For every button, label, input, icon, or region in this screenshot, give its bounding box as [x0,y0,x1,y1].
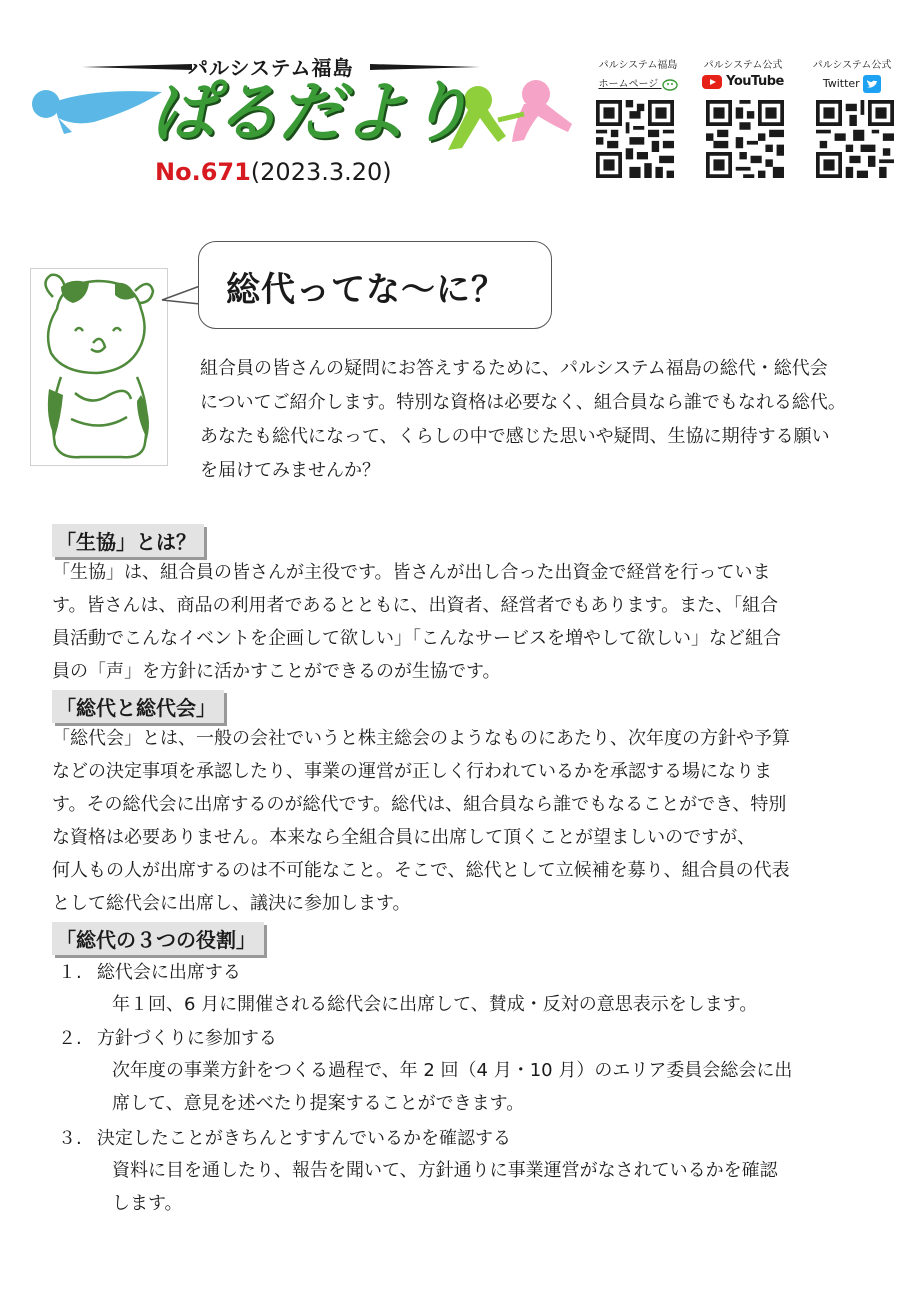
blue-mascot-icon [24,80,164,140]
body-line: な資格は必要ありません。本来なら全組合員に出席して頂くことが望ましいのですが、 [52,827,756,848]
org-name: パルシステム福島 [188,56,354,80]
issue-date: (2023.3.20) [250,158,392,186]
role-desc-line: 次年度の事業方針をつくる過程で、年 2 回（4 月・10 月）のエリア委員会総会に出 [112,1060,793,1081]
intro-paragraph [200,352,890,488]
role-desc-3 [112,1154,842,1220]
intro-line: あなたも総代になって、くらしの中で感じた思いや疑問、生協に期待する願い [200,426,830,447]
issue-line [155,158,392,186]
qr-youtube[interactable] [700,56,786,89]
role-desc-line: 年１回、6 月に開催される総代会に出席して、賛成・反対の意思表示をします。 [112,994,758,1015]
qr-label-line2: YouTube [700,74,786,89]
qr-label-line1: パルシステム公式 [703,60,783,71]
body-line: 「総代会」とは、一般の会社でいうと株主総会のようなものにあたり、次年度の方針や予算 [52,728,790,749]
role-number: ３. [58,1128,82,1149]
qr-code-youtube[interactable] [706,100,784,178]
cow-face-icon [662,77,678,91]
intro-line: を届けてみませんか？ [200,460,380,481]
body-line: 員の「声」を方針に活かすことができるのが生協です。 [52,661,501,682]
body-line: す。皆さんは、商品の利用者であるとともに、出資者、経営者でもあります。また、「組合 [52,595,779,616]
role-desc-line: 席して、意見を述べたり提案することができます。 [112,1093,525,1114]
role-title: 決定したことがきちんとすすんでいるかを確認する [96,1128,512,1149]
role-title: 総代会に出席する [96,962,241,983]
intro-line: 組合員の皆さんの疑問にお答えするために、パルシステム福島の総代・総代会 [200,358,828,379]
qr-homepage[interactable] [590,56,686,91]
rule-left [82,64,192,70]
body-line: す。その総代会に出席するのが総代です。総代は、組合員なら誰でもなることができ、特別 [52,794,787,815]
twitter-bird-icon [863,75,881,93]
role-desc-2 [112,1054,842,1120]
qr-label-line2: Twitter [806,75,898,93]
issue-number: No.671 [155,158,251,186]
qr-code-homepage[interactable] [596,100,674,178]
section-heading-coop: 「生協」とは？ [52,524,204,557]
body-line: 「生協」は、組合員の皆さんが主役です。皆さんが出し合った出資金で経営を行っていま [52,562,771,583]
speech-bubble-text: 総代ってな～に？ [226,270,506,310]
rule-right [370,64,480,70]
role-desc-line: します。 [112,1193,183,1214]
role-item-3 [58,1124,511,1150]
role-desc-line: 資料に目を通したり、報告を聞いて、方針通りに事業運営がなされているかを確認 [112,1160,778,1181]
qr-code-twitter[interactable] [816,100,894,178]
role-item-2 [58,1024,277,1050]
role-item-1 [58,958,241,984]
body-line: などの決定事項を承認したり、事業の運営が正しく行われているかを承認する場になりま [52,761,772,782]
role-desc-1 [112,988,842,1021]
role-number: １. [58,962,82,983]
qr-twitter[interactable] [806,56,898,93]
body-line: として総代会に出席し、議決に参加します。 [52,893,411,914]
qr-label-line2: ホームページ [590,75,686,91]
youtube-icon [702,75,722,89]
speech-bubble-tail [160,284,202,308]
section-body-delegates [52,722,842,920]
cow-mascot-icon [31,269,167,465]
qr-label-line1: パルシステム公式 [812,60,892,71]
body-line: 何人もの人が出席するのは不可能なこと。そこで、総代として立候補を募り、組合員の代表 [52,860,790,881]
section-heading-roles: 「総代の３つの役割」 [52,922,264,955]
section-heading-delegates: 「総代と総代会」 [52,690,224,723]
intro-line: についてご紹介します。特別な資格は必要なく、組合員なら誰でもなれる総代。 [200,392,846,413]
cow-mascot-frame [30,268,168,466]
section-body-coop [52,556,842,688]
body-line: 員活動でこんなイベントを企画して欲しい」「こんなサービスを増やして欲しい」など組合 [52,628,781,649]
newsletter-logo: ぱるだより [150,74,470,151]
role-title: 方針づくりに参加する [96,1028,277,1049]
role-number: ２. [58,1028,82,1049]
qr-label-line1: パルシステム福島 [598,60,678,71]
